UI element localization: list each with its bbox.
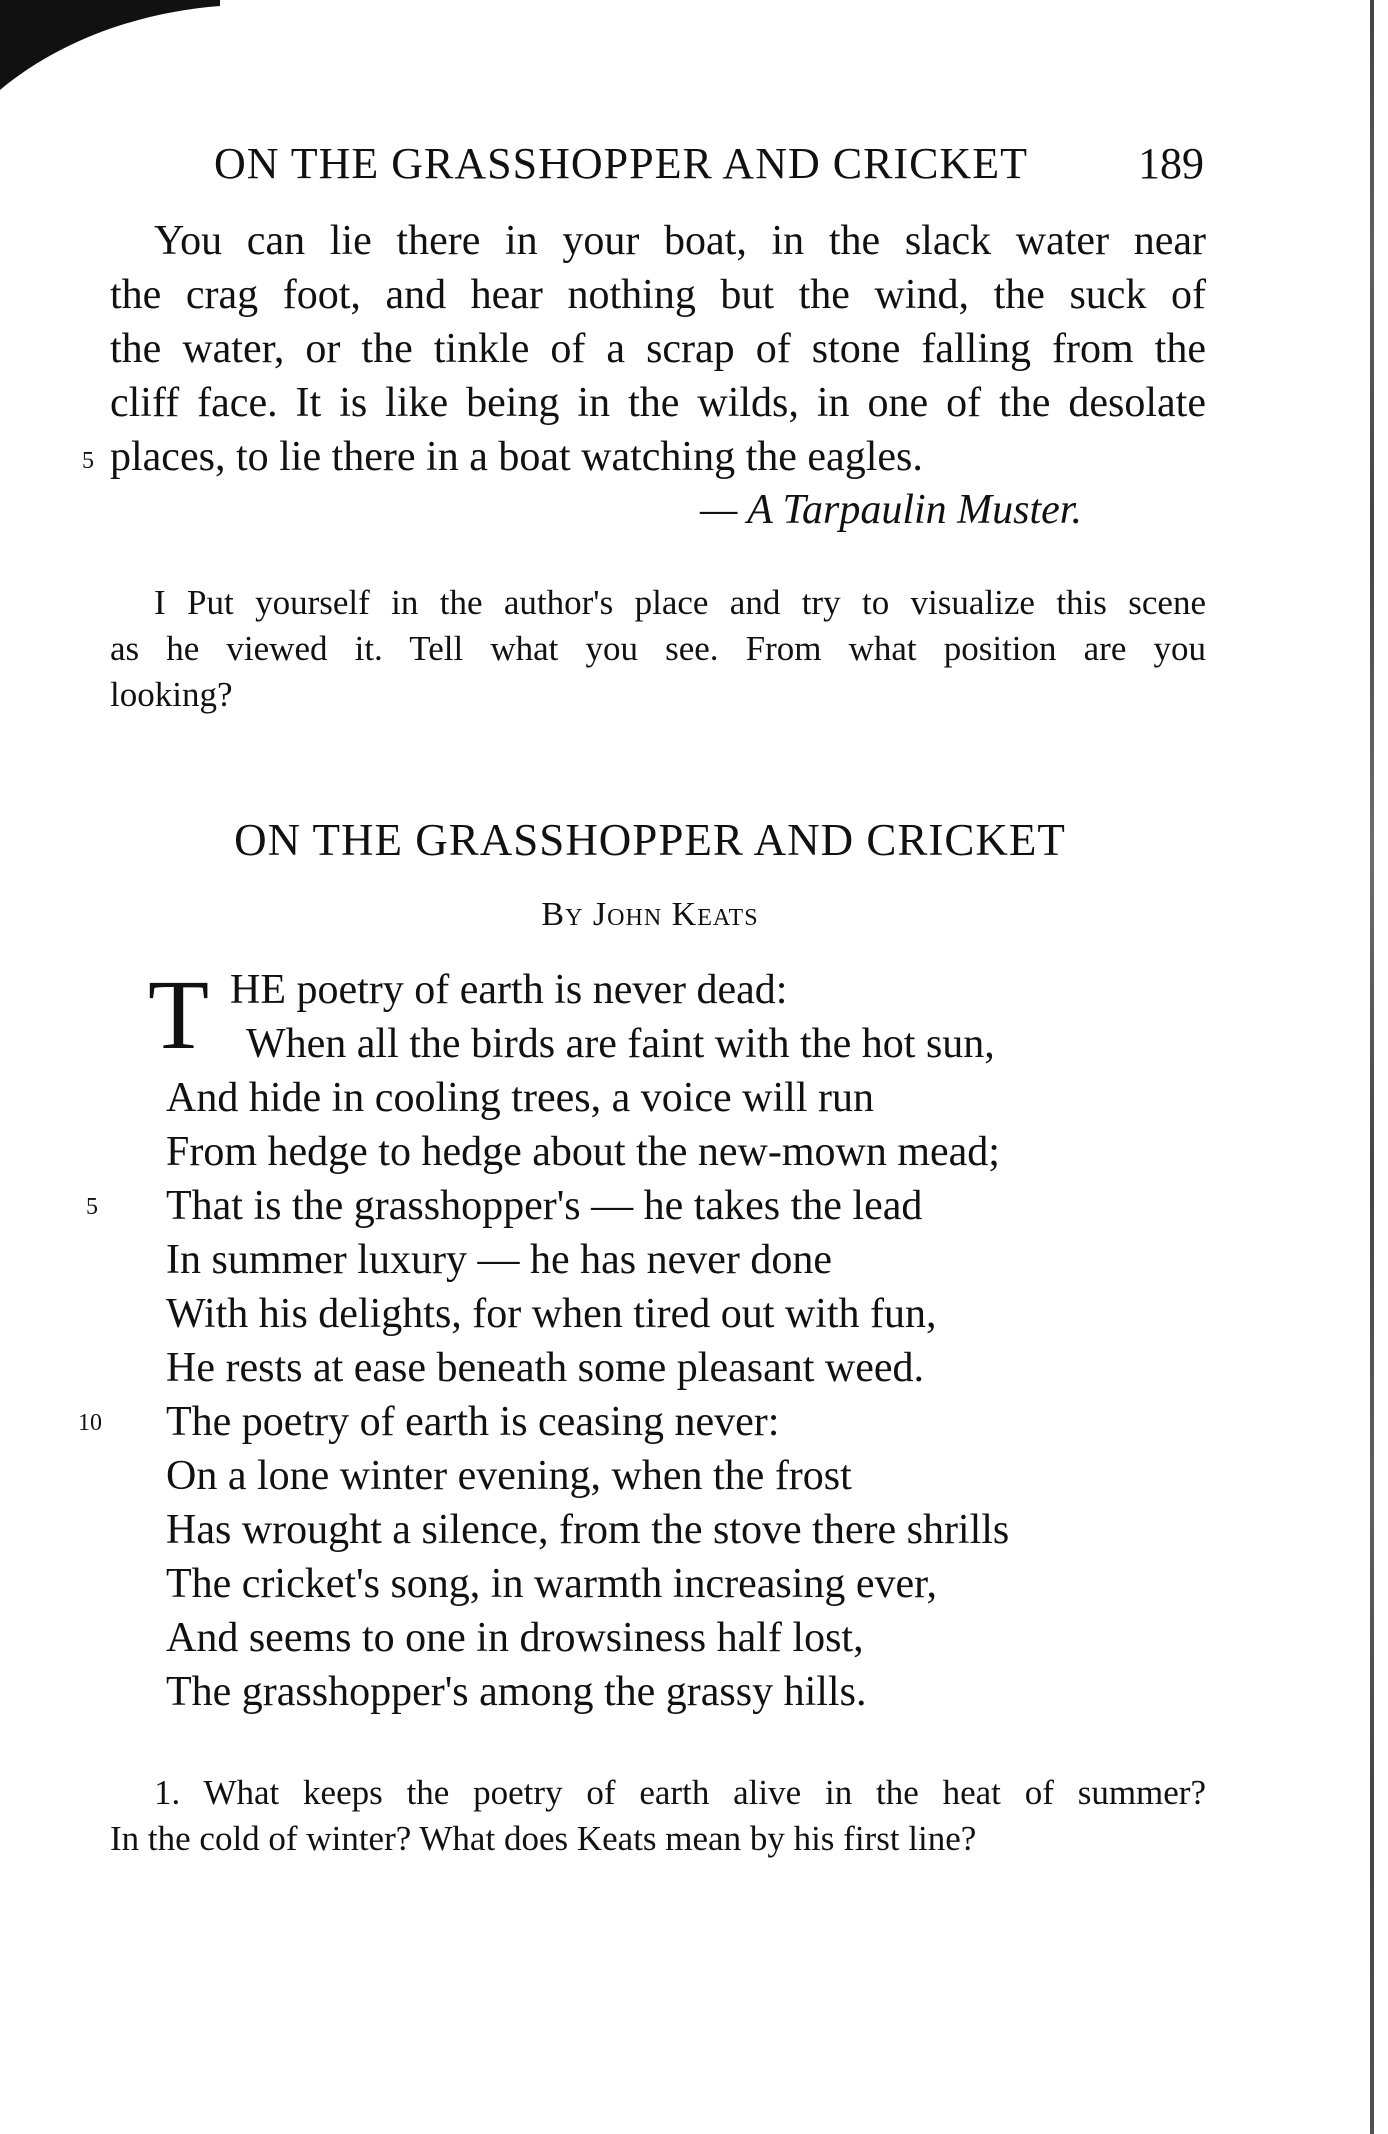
poem-line: In summer luxury — he has never done bbox=[166, 1237, 832, 1283]
prose-line: places, to lie there in a boat watching the eagles. bbox=[110, 434, 923, 480]
poem-line: HE poetry of earth is never dead: bbox=[230, 967, 788, 1013]
poem-line: From hedge to hedge about the new-mown mead; bbox=[166, 1129, 1000, 1175]
poem-line: The grasshopper's among the grassy hills. bbox=[166, 1669, 867, 1715]
poem-line: That is the grasshopper's — he takes the lead bbox=[166, 1183, 923, 1229]
question-line: looking? bbox=[110, 675, 233, 714]
poem-line: The poetry of earth is ceasing never: bbox=[166, 1399, 780, 1445]
poem-title: ON THE GRASSHOPPER AND CRICKET bbox=[234, 815, 1066, 865]
question-line: 1. What keeps the poetry of earth alive in the heat of summer? bbox=[154, 1773, 1206, 1812]
poem-line: He rests at ease beneath some pleasant weed. bbox=[166, 1345, 925, 1391]
attribution: — A Tarpaulin Muster. bbox=[700, 487, 1082, 533]
poem-byline: By John Keats bbox=[541, 896, 759, 933]
question-line: as he viewed it. Tell what you see. From what position are you bbox=[110, 629, 1206, 668]
poem-line: With his delights, for when tired out with fun, bbox=[166, 1291, 937, 1337]
prose-line: cliff face. It is like being in the wilds, in one of the desolate bbox=[110, 380, 1206, 426]
prose-line-number: 5 bbox=[82, 448, 94, 474]
poem-line-number: 5 bbox=[86, 1194, 98, 1220]
poem-line: And seems to one in drowsiness half lost, bbox=[166, 1615, 864, 1661]
drop-cap: T bbox=[148, 959, 210, 1070]
prose-line: You can lie there in your boat, in the slack water near bbox=[154, 218, 1206, 264]
poem bbox=[148, 959, 1166, 1719]
prose-line: the water, or the tinkle of a scrap of stone falling from the bbox=[110, 326, 1206, 372]
question-one bbox=[110, 580, 1206, 718]
page-number: 189 bbox=[1138, 139, 1204, 188]
poem-line: On a lone winter evening, when the frost bbox=[166, 1453, 852, 1499]
running-head: ON THE GRASSHOPPER AND CRICKET bbox=[214, 139, 1028, 188]
poem-line: Has wrought a silence, from the stove there shrills bbox=[166, 1507, 1010, 1553]
prose-line: the crag foot, and hear nothing but the wind, the suck of bbox=[110, 272, 1206, 318]
question-two bbox=[110, 1770, 1206, 1862]
poem-line: And hide in cooling trees, a voice will run bbox=[166, 1075, 874, 1121]
question-line: In the cold of winter? What does Keats mean by his first line? bbox=[110, 1819, 977, 1858]
prose-excerpt bbox=[110, 214, 1206, 484]
poem-line: When all the birds are faint with the hot sun, bbox=[246, 1021, 995, 1067]
scan-corner-mark bbox=[0, 0, 220, 90]
question-line: I Put yourself in the author's place and try to visualize this scene bbox=[154, 583, 1206, 622]
poem-line-number: 10 bbox=[78, 1410, 102, 1436]
poem-line: The cricket's song, in warmth increasing ever, bbox=[166, 1561, 937, 1607]
scan-edge-line bbox=[1370, 0, 1374, 2134]
